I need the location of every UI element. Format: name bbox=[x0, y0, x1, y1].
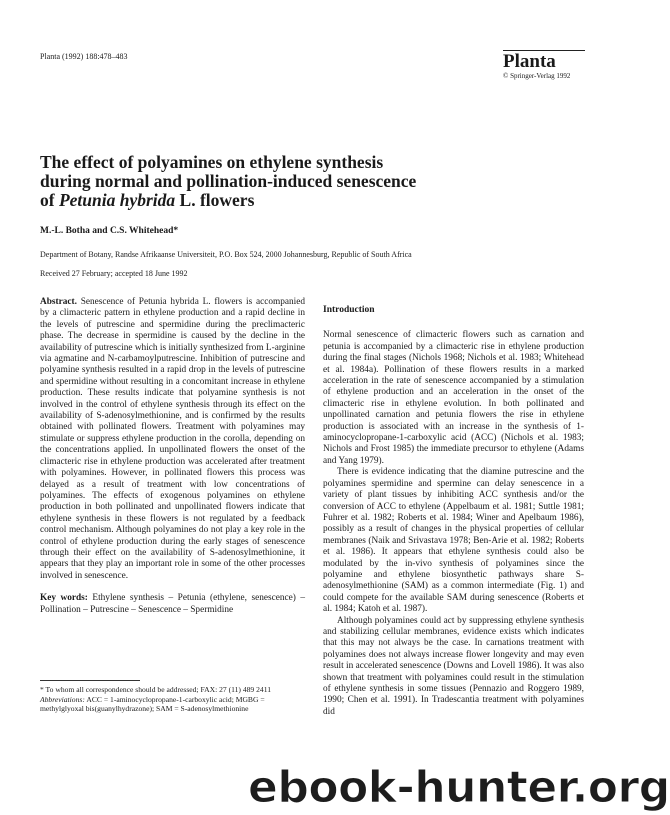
species-name: Petunia hybrida bbox=[58, 190, 176, 210]
abstract bbox=[40, 297, 305, 582]
left-column bbox=[40, 297, 305, 616]
keywords bbox=[40, 593, 305, 616]
journal-name: Planta bbox=[503, 51, 556, 72]
keywords-text: Ethylene synthesis – Petunia (ethylene, senescence) – Pollination – Putrescine – Senescence – Spermidine bbox=[40, 593, 305, 615]
title-line-2: during normal and pollination-induced senescence bbox=[40, 171, 417, 191]
abbreviations-note: Abbreviations: ACC = 1-aminocyclopropane-1-carboxylic acid; MGBG = methylglyoxal bis(guanylhydrazone); SAM = S-adenosylmethionine bbox=[40, 694, 265, 714]
abstract-text: Senescence of Petunia hybrida L. flowers is accompanied by a climacteric pattern in ethylene production and a rapid decline in the levels of putrescine and spermidine during the preclimacteric phase. The decrease in spermidine is caused by the decline in the availability of putrescine which is initially synthesized from L-arginine via agmatine and N-carbamoylputrescine. Inhibition of putrescine and polyamine synthesis resulted in a rapid drop in the levels of putrescine and spermidine without resulting in a concomitant increase in ethylene production. These results indicate that polyamine synthesis is not involved in the control of ethylene synthesis through its effect on the availability of S-adenosylmethionine, and is confirmed by the results obtained with pollinated flowers. Treatment with polyamines may stimulate or suppress ethylene production in the corolla, depending on the concentrations applied. In unpollinated flowers the onset of the climacteric rise in ethylene production was accelerated after treatment with polyamines. However, in pollinated flowers this process was delayed as a result of treatment with low concentrations of polyamines. The effects of exogenous polyamines on ethylene production in both pollinated and unpollinated flowers indicate that ethylene synthesis in these flowers is not regulated by a feedback control mechanism. Although polyamines do not play a key role in the control of ethylene production during the early stages of senescence through their effect on the availability of S-adenosylmethionine, it appears that they play an important role in some of the other processes involved in senescence. bbox=[40, 297, 305, 581]
title-line-1: The effect of polyamines on ethylene synthesis bbox=[40, 152, 384, 172]
author-list: M.-L. Botha and C.S. Whitehead* bbox=[40, 226, 179, 236]
footnote-divider bbox=[40, 680, 140, 681]
affiliation: Department of Botany, Randse Afrikaanse Universiteit, P.O. Box 524, 2000 Johannesburg, Republic of South Africa bbox=[40, 250, 412, 259]
title-line-3: of Petunia hybrida L. flowers bbox=[40, 190, 255, 210]
introduction-heading: Introduction bbox=[323, 305, 375, 315]
intro-paragraph-2: There is evidence indicating that the diamine putrescine and the polyamines spermidine and spermine can delay senescence in a variety of plant tissues by inhibiting ACC synthesis and/or the conversion of ACC to ethylene (Appelbaum et al. 1981; Suttle 1981; Fuhrer et al. 1982; Roberts et al. 1984; Winer and Apelbaum 1986), possibly as a result of changes in the physical properties of cellular membranes (Naik and Srivastava 1978; Ben-Arie et al. 1982; Roberts et al. 1986). It appears that ethylene synthesis could also be modulated by the in-vivo synthesis of polyamines since the polyamine and ethylene biosynthetic pathways share S-adenosylmethionine (SAM) as a common intermediate (Fig. 1) and could compete for the available SAM during senescence (Roberts et al. 1984; Katoh et al. 1987). bbox=[323, 467, 584, 615]
correspondence-note: * To whom all correspondence should be addressed; FAX: 27 (11) 489 2411 bbox=[40, 685, 272, 694]
copyright-line: © Springer-Verlag 1992 bbox=[503, 72, 571, 80]
keywords-label: Key words: bbox=[40, 593, 88, 604]
journal-brand bbox=[503, 50, 585, 81]
journal-reference: Planta (1992) 188:478–483 bbox=[40, 52, 128, 61]
abstract-label: Abstract. bbox=[40, 297, 77, 307]
watermark: ebook-hunter.org bbox=[248, 762, 670, 813]
article-title bbox=[40, 153, 600, 210]
footnotes bbox=[40, 685, 305, 714]
right-column bbox=[323, 305, 584, 718]
intro-paragraph-3: Although polyamines could act by suppressing ethylene synthesis and stabilizing cellular membranes, evidence exists which indicates that this may not always be the case. In carnations treatment with polyamines does not always increase flower longevity and may even result in accelerated senescence (Downs and Lovell 1986). It was also shown that treatment with polyamines could result in the stimulation of ethylene synthesis in some tissues (Pennazio and Roggero 1989, 1990; Chen et al. 1991). In Tradescantia treatment with polyamines did bbox=[323, 615, 584, 717]
abbreviations-label: Abbreviations: bbox=[40, 694, 85, 704]
intro-paragraph-1: Normal senescence of climacteric flowers such as carnation and petunia is accompanied by a climacteric rise in ethylene production during the final stages (Nichols 1968; Nichols et al. 1983; Whitehead et al. 1984a). Pollination of these flowers results in a marked acceleration in the rate of senescence accompanied by a stimulation of ethylene production and an acceleration in the onset of the climacteric rise in ethylene evolution. In both pollinated and unpollinated carnation and petunia flowers the rise in ethylene production is associated with an increase in the synthesis of 1-aminocyclopropane-1-carboxylic acid (ACC) (Nichols et al. 1983; Nichols and Frost 1985) the immediate precursor to ethylene (Adams and Yang 1979). bbox=[323, 330, 584, 466]
received-dates: Received 27 February; accepted 18 June 1992 bbox=[40, 269, 188, 278]
